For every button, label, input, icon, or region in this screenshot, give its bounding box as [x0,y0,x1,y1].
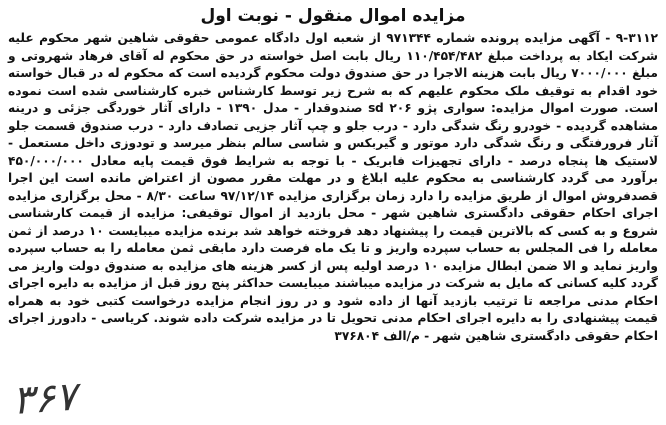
notice-body: ۹-۳۱۱۲ - آگهی مزایده پرونده شماره ۹۷۱۳۴۴ از شعبه اول دادگاه عمومی حقوقی شاهین شهر محکوم علیه شرکت ایکاد به پرداخت مبلغ ۱۱۰/۴۵۴/۴۸۲ ریال بابت اصل خواسته در حق محکوم له آقای فرهاد شهروتی و مبلغ ۷۰۰۰/۰۰۰ ریال بابت هزینه الاجرا در حق صندوق دولت محکوم گردیده است که محکوم له در قبال خواسته خود اقدام به توقیف ملک محکوم علیهم که به شرح زیر توسط کارشناس خبره کارشناسی شده است نموده است. صورت اموال مزایده: سواری پژو ۲۰۶ sd صندوقدار - مدل ۱۳۹۰ - دارای آثار خوردگی جزئی و درینه مشاهده گردیده - خودرو رنگ شدگی دارد - درب جلو و چپ آثار جزیی تصادف دارد - درب صندوق قسمت جلو آثار فرورفتگی و رنگ شدگی دارد موتور و گیربکس و شاسی سالم بنظر میرسد و تودوزی داخل مستعمل - لاستیک ها پنجاه درصد - دارای تجهیزات فابریک - با توجه به شرایط فوق قیمت پایه معادل ۴۵۰/۰۰۰/۰۰۰ برآورد می گردد کارشناسی به محکوم علیه ابلاغ و در مهلت مقرر مصون از اعتراض مانده است این اجرا قصدفروش اموال از طریق مزایده را دارد زمان برگزاری مزایده ۹۷/۱۲/۱۴ ساعت ۸/۳۰ - محل برگزاری مزایده اجرای احکام حقوقی دادگستری شاهین شهر - محل بازدید از اموال توقیفی: مزایده از قیمت کارشناسی شروع و به کسی که بالاترین قیمت را پیشنهاد دهد فروخته خواهد شد برنده مزایده میبایست ۱۰ درصد از ثمن معامله را فی المجلس به حساب سپرده واریز و تا یک ماه فرصت دارد مابقی ثمن معامله را به حساب سپرده واریز نماید و الا ضمن ابطال مزایده ۱۰ درصد اولیه پس از کسر هزینه های مزایده به صندوق دولت واریز می گردد کلیه کسانی که مایل به شرکت در مزایده میباشند میبایست حداکثر پنج روز قبل از مزایده به دایره اجرای احکام مدنی مراجعه تا ترتیب بازدید آنها از داده شود و در روز انجام مزایده درخواست کتبی خود به همراه قیمت پیشنهادی را به دایره اجرای احکام مدنی تحویل تا در مزایده شرکت داده شوند. کریاسی - دادورز اجرای احکام حقوقی دادگستری شاهین شهر - م/الف ۳۷۶۸۰۴ [8,31,658,343]
notice-title: مزایده اموال منقول - نوبت اول [200,6,466,26]
handwritten-page-number: ۳۶۷ [10,373,79,424]
